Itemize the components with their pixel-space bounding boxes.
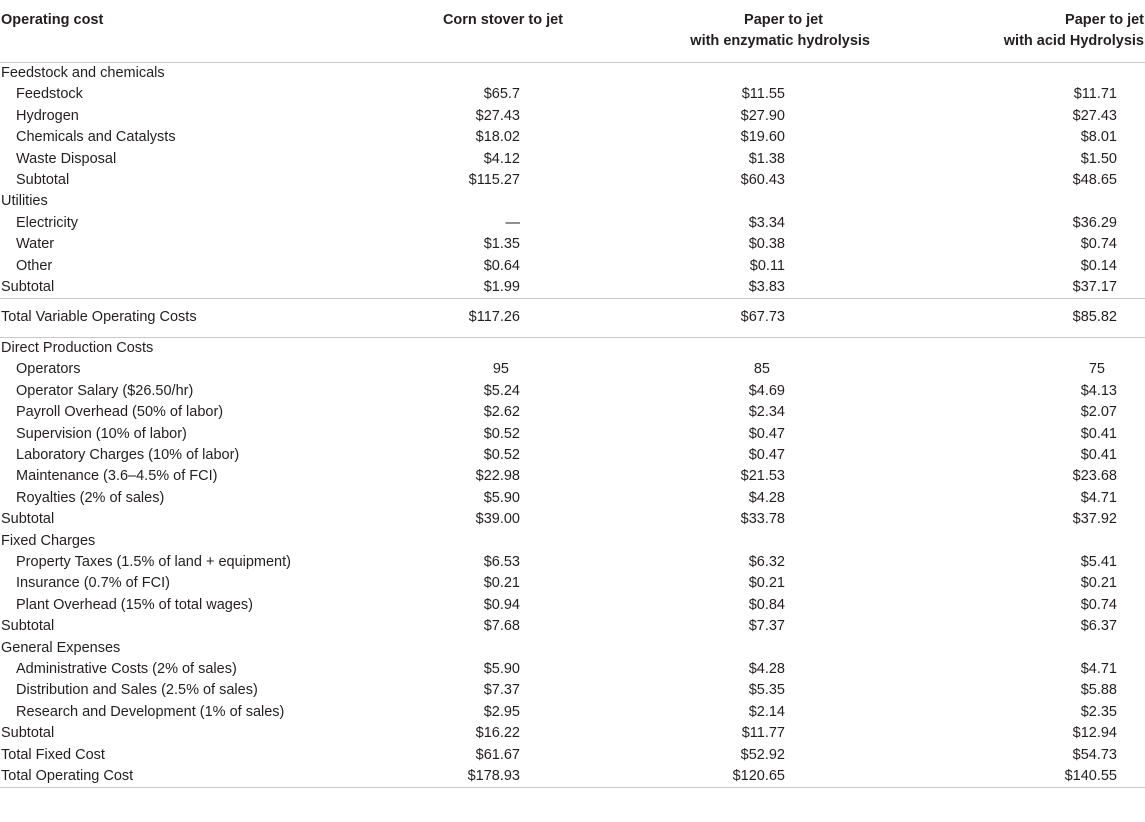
row-label: Payroll Overhead (50% of labor) bbox=[16, 404, 224, 421]
row-label: Subtotal bbox=[1, 725, 55, 742]
table-row bbox=[0, 63, 1145, 85]
paper-acid-value: $6.37 bbox=[1080, 618, 1117, 635]
table-row bbox=[0, 466, 1145, 487]
paper-acid-value bbox=[918, 63, 1145, 85]
row-label: Chemicals and Catalysts bbox=[16, 129, 176, 146]
corn-stover-value: $0.21 bbox=[483, 575, 520, 592]
corn-stover-value: $7.68 bbox=[483, 618, 520, 635]
row-label: Hydrogen bbox=[16, 107, 79, 124]
paper-acid-value: $4.71 bbox=[1080, 660, 1117, 677]
paper-acid-value: $5.88 bbox=[1080, 682, 1117, 699]
row-label: Operators bbox=[16, 361, 81, 378]
paper-enzymatic-value: $19.60 bbox=[740, 129, 785, 146]
table-row bbox=[0, 106, 1145, 127]
paper-acid-value: $5.41 bbox=[1080, 553, 1117, 570]
row-label: Distribution and Sales (2.5% of sales) bbox=[16, 682, 258, 699]
row-label: Administrative Costs (2% of sales) bbox=[16, 660, 237, 677]
table-row bbox=[0, 680, 1145, 701]
row-label: Utilities bbox=[1, 193, 48, 210]
table-row bbox=[0, 256, 1145, 277]
table-row bbox=[0, 402, 1145, 423]
paper-enzymatic-value: $21.53 bbox=[740, 468, 785, 485]
paper-acid-value: $12.94 bbox=[1072, 725, 1117, 742]
paper-enzymatic-value: $11.77 bbox=[741, 725, 785, 742]
table-row bbox=[0, 277, 1145, 299]
table-row bbox=[0, 638, 1145, 659]
paper-enzymatic-value: $2.14 bbox=[748, 703, 785, 720]
table-row bbox=[0, 659, 1145, 680]
paper-enzymatic-value bbox=[593, 337, 918, 359]
row-label: Feedstock and chemicals bbox=[1, 65, 165, 81]
corn-stover-value bbox=[400, 191, 593, 212]
corn-stover-value bbox=[400, 638, 593, 659]
row-label: Water bbox=[16, 236, 55, 253]
row-label: Total Fixed Cost bbox=[1, 746, 105, 763]
table-row bbox=[0, 170, 1145, 191]
table-row bbox=[0, 488, 1145, 509]
paper-enzymatic-value: $0.11 bbox=[749, 257, 785, 274]
table-row bbox=[0, 337, 1145, 359]
paper-acid-value bbox=[918, 531, 1145, 552]
paper-acid-value: $0.41 bbox=[1080, 425, 1117, 442]
paper-enzymatic-value: $5.35 bbox=[748, 682, 785, 699]
corn-stover-value: $27.43 bbox=[475, 107, 520, 124]
paper-acid-value: $37.17 bbox=[1072, 279, 1117, 296]
paper-acid-value: $0.21 bbox=[1080, 575, 1117, 592]
paper-enzymatic-value: $27.90 bbox=[740, 107, 785, 124]
paper-acid-value: $2.07 bbox=[1080, 404, 1117, 421]
corn-stover-value bbox=[400, 531, 593, 552]
corn-stover-value: — bbox=[505, 214, 520, 231]
row-label: Insurance (0.7% of FCI) bbox=[16, 575, 170, 592]
table-row bbox=[0, 234, 1145, 255]
paper-acid-value: $27.43 bbox=[1072, 107, 1117, 124]
paper-enzymatic-value: $3.34 bbox=[748, 214, 785, 231]
corn-stover-value: $115.27 bbox=[468, 172, 520, 189]
table-row bbox=[0, 424, 1145, 445]
row-label: Maintenance (3.6–4.5% of FCI) bbox=[16, 468, 218, 485]
paper-enzymatic-value: $33.78 bbox=[740, 511, 785, 528]
corn-stover-value: $18.02 bbox=[475, 129, 520, 146]
row-label: Subtotal bbox=[16, 172, 70, 189]
row-label: Electricity bbox=[16, 214, 79, 231]
corn-stover-value: $6.53 bbox=[483, 553, 520, 570]
table-row bbox=[0, 299, 1145, 337]
paper-acid-value: $36.29 bbox=[1072, 214, 1117, 231]
paper-enzymatic-value: $52.92 bbox=[740, 746, 785, 763]
table-row bbox=[0, 509, 1145, 530]
corn-stover-value: $5.90 bbox=[483, 660, 520, 677]
table-body bbox=[0, 63, 1145, 788]
table-row bbox=[0, 445, 1145, 466]
corn-stover-value: $0.94 bbox=[483, 596, 520, 613]
row-label: Research and Development (1% of sales) bbox=[16, 703, 285, 720]
paper-enzymatic-value: $0.84 bbox=[748, 596, 785, 613]
paper-enzymatic-value bbox=[593, 531, 918, 552]
row-label: Subtotal bbox=[1, 511, 55, 528]
corn-stover-value: $117.26 bbox=[400, 299, 593, 337]
row-label: Operator Salary ($26.50/hr) bbox=[16, 382, 194, 399]
paper-acid-value: $140.55 bbox=[918, 766, 1145, 788]
row-label: Waste Disposal bbox=[16, 150, 117, 167]
row-label: Property Taxes (1.5% of land + equipment) bbox=[16, 553, 291, 570]
paper-enzymatic-value: $0.47 bbox=[748, 446, 785, 463]
header-paper-acid-line2: with acid Hydrolysis bbox=[1003, 33, 1144, 49]
corn-stover-value bbox=[400, 337, 593, 359]
corn-stover-value: 95 bbox=[492, 361, 509, 378]
header-corn-stover: Corn stover to jet bbox=[400, 0, 593, 63]
corn-stover-value: $2.62 bbox=[483, 404, 520, 421]
table-row bbox=[0, 745, 1145, 766]
corn-stover-value: $5.90 bbox=[483, 489, 520, 506]
table-row bbox=[0, 766, 1145, 788]
table-row bbox=[0, 84, 1145, 105]
corn-stover-value: $7.37 bbox=[483, 682, 520, 699]
corn-stover-value: $0.52 bbox=[483, 446, 520, 463]
header-paper-enzymatic-line2: with enzymatic hydrolysis bbox=[690, 33, 870, 49]
paper-acid-value: $0.74 bbox=[1080, 236, 1117, 253]
paper-enzymatic-value: $67.73 bbox=[593, 299, 918, 337]
paper-enzymatic-value: $2.34 bbox=[748, 404, 785, 421]
paper-acid-value: $0.14 bbox=[1080, 257, 1117, 274]
corn-stover-value: $16.22 bbox=[475, 725, 520, 742]
paper-enzymatic-value: 85 bbox=[753, 361, 770, 378]
paper-acid-value: 75 bbox=[1088, 361, 1105, 378]
paper-acid-value: $0.41 bbox=[1080, 446, 1117, 463]
table-row bbox=[0, 702, 1145, 723]
header-paper-acid-line1: Paper to jet bbox=[1065, 12, 1144, 28]
corn-stover-value: $1.99 bbox=[483, 279, 520, 296]
row-label: Supervision (10% of labor) bbox=[16, 425, 187, 442]
table-row bbox=[0, 213, 1145, 234]
paper-enzymatic-value: $4.28 bbox=[748, 489, 785, 506]
paper-enzymatic-value bbox=[593, 63, 918, 85]
corn-stover-value: $4.12 bbox=[483, 150, 520, 167]
paper-acid-value: $4.13 bbox=[1080, 382, 1117, 399]
paper-enzymatic-value: $6.32 bbox=[748, 553, 785, 570]
paper-acid-value: $37.92 bbox=[1072, 511, 1117, 528]
table-row bbox=[0, 595, 1145, 616]
corn-stover-value: $0.52 bbox=[483, 425, 520, 442]
table-row bbox=[0, 723, 1145, 744]
table-row bbox=[0, 616, 1145, 637]
paper-acid-value bbox=[918, 337, 1145, 359]
paper-acid-value bbox=[918, 638, 1145, 659]
corn-stover-value: $2.95 bbox=[483, 703, 520, 720]
row-label: Plant Overhead (15% of total wages) bbox=[16, 596, 253, 613]
row-label: Fixed Charges bbox=[1, 532, 96, 549]
header-paper-enzymatic bbox=[593, 0, 918, 63]
paper-acid-value: $8.01 bbox=[1080, 129, 1117, 146]
paper-enzymatic-value bbox=[593, 638, 918, 659]
paper-acid-value: $0.74 bbox=[1080, 596, 1117, 613]
paper-enzymatic-value: $0.38 bbox=[748, 236, 785, 253]
paper-acid-value: $4.71 bbox=[1080, 489, 1117, 506]
corn-stover-value: $39.00 bbox=[475, 511, 520, 528]
paper-acid-value: $1.50 bbox=[1080, 150, 1117, 167]
table-row bbox=[0, 149, 1145, 170]
row-label: Total Variable Operating Costs bbox=[0, 299, 400, 337]
table-header bbox=[0, 0, 1145, 63]
paper-enzymatic-value: $4.69 bbox=[748, 382, 785, 399]
paper-enzymatic-value: $1.38 bbox=[748, 150, 785, 167]
header-row bbox=[0, 0, 1145, 63]
header-operating-cost: Operating cost bbox=[0, 0, 400, 63]
corn-stover-value: $0.64 bbox=[483, 257, 520, 274]
corn-stover-value: $1.35 bbox=[483, 236, 520, 253]
paper-acid-value: $2.35 bbox=[1080, 703, 1117, 720]
paper-enzymatic-value: $4.28 bbox=[748, 660, 785, 677]
row-label: Direct Production Costs bbox=[0, 337, 400, 359]
row-label: Subtotal bbox=[1, 618, 55, 635]
table-row bbox=[0, 531, 1145, 552]
row-label: Feedstock bbox=[16, 86, 83, 103]
table-row bbox=[0, 552, 1145, 573]
row-label: Total Operating Cost bbox=[0, 766, 400, 788]
row-label: Other bbox=[16, 257, 53, 274]
paper-enzymatic-value: $0.21 bbox=[748, 575, 785, 592]
row-label: Royalties (2% of sales) bbox=[16, 489, 165, 506]
row-label: General Expenses bbox=[1, 639, 121, 656]
row-label: Subtotal bbox=[1, 279, 55, 296]
table-row bbox=[0, 359, 1145, 380]
corn-stover-value: $5.24 bbox=[483, 382, 520, 399]
paper-acid-value: $54.73 bbox=[1072, 746, 1117, 763]
table-row bbox=[0, 381, 1145, 402]
corn-stover-value: $178.93 bbox=[400, 766, 593, 788]
paper-acid-value: $85.82 bbox=[918, 299, 1145, 337]
corn-stover-value: $22.98 bbox=[475, 468, 520, 485]
paper-acid-value bbox=[918, 191, 1145, 212]
table-row bbox=[0, 127, 1145, 148]
table-row bbox=[0, 573, 1145, 594]
paper-enzymatic-value bbox=[593, 191, 918, 212]
corn-stover-value: $61.67 bbox=[475, 746, 520, 763]
corn-stover-value: $65.7 bbox=[483, 86, 520, 103]
header-paper-enzymatic-line1: Paper to jet bbox=[744, 12, 823, 28]
row-label: Laboratory Charges (10% of labor) bbox=[16, 446, 240, 463]
paper-acid-value: $11.71 bbox=[1073, 86, 1117, 103]
table-row bbox=[0, 191, 1145, 212]
paper-enzymatic-value: $7.37 bbox=[748, 618, 785, 635]
corn-stover-value bbox=[400, 63, 593, 85]
paper-acid-value: $23.68 bbox=[1072, 468, 1117, 485]
paper-acid-value: $48.65 bbox=[1072, 172, 1117, 189]
paper-enzymatic-value: $3.83 bbox=[748, 279, 785, 296]
paper-enzymatic-value: $0.47 bbox=[748, 425, 785, 442]
paper-enzymatic-value: $11.55 bbox=[741, 86, 785, 103]
paper-enzymatic-value: $60.43 bbox=[740, 172, 785, 189]
header-paper-acid bbox=[918, 0, 1145, 63]
paper-enzymatic-value: $120.65 bbox=[593, 766, 918, 788]
